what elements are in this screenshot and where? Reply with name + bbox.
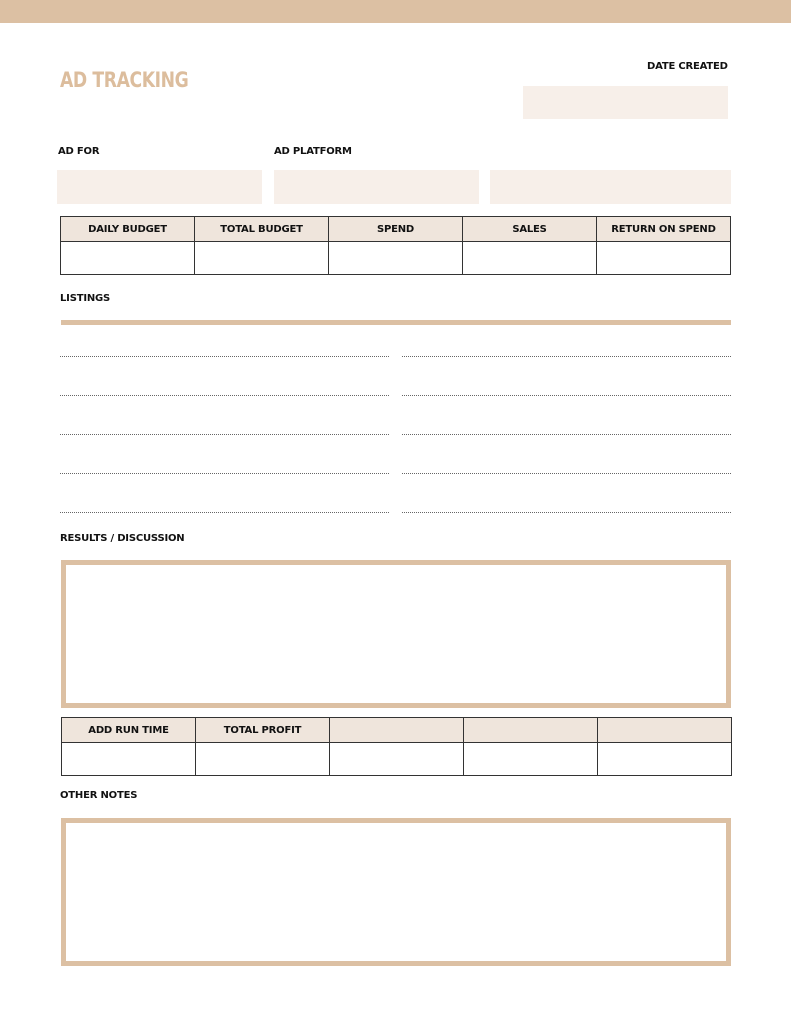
ad-platform-label: AD PLATFORM [274,146,352,157]
return-on-spend-cell[interactable] [597,242,731,275]
daily-budget-header: DAILY BUDGET [61,217,195,242]
profit-table-row [62,743,732,776]
ad-platform-field[interactable] [274,170,479,204]
listings-divider [61,320,731,325]
listing-line[interactable] [60,356,389,357]
listing-line[interactable] [60,395,389,396]
budget-table-row [61,242,731,275]
ad-for-field[interactable] [57,170,262,204]
blank-cell[interactable] [464,743,598,776]
ad-for-label: AD FOR [58,146,100,157]
budget-table [60,216,731,275]
listing-line[interactable] [402,512,731,513]
daily-budget-cell[interactable] [61,242,195,275]
sales-header: SALES [463,217,597,242]
listings-label: LISTINGS [60,293,111,304]
total-profit-header: TOTAL PROFIT [196,718,330,743]
budget-table-header-row [61,217,731,242]
sales-cell[interactable] [463,242,597,275]
date-created-label: DATE CREATED [647,61,728,72]
blank-cell[interactable] [330,743,464,776]
listing-line[interactable] [60,473,389,474]
results-discussion-box[interactable] [61,560,731,708]
blank-header [598,718,732,743]
spend-header: SPEND [329,217,463,242]
listing-line[interactable] [402,395,731,396]
total-profit-cell[interactable] [196,743,330,776]
spend-cell[interactable] [329,242,463,275]
listing-line[interactable] [60,434,389,435]
top-accent-bar [0,0,791,23]
listing-line[interactable] [402,356,731,357]
listing-line[interactable] [60,512,389,513]
other-notes-label: OTHER NOTES [60,790,138,801]
blank-header [464,718,598,743]
ad-platform-field-extra[interactable] [490,170,731,204]
date-created-field[interactable] [523,86,728,119]
total-budget-header: TOTAL BUDGET [195,217,329,242]
listing-line[interactable] [402,473,731,474]
return-on-spend-header: RETURN ON SPEND [597,217,731,242]
results-discussion-label: RESULTS / DISCUSSION [60,533,185,544]
profit-table-header-row [62,718,732,743]
blank-cell[interactable] [598,743,732,776]
blank-header [330,718,464,743]
add-run-time-header: ADD RUN TIME [62,718,196,743]
other-notes-box[interactable] [61,818,731,966]
total-budget-cell[interactable] [195,242,329,275]
add-run-time-cell[interactable] [62,743,196,776]
page-title: AD TRACKING [60,68,189,92]
profit-table [61,717,732,776]
listing-line[interactable] [402,434,731,435]
